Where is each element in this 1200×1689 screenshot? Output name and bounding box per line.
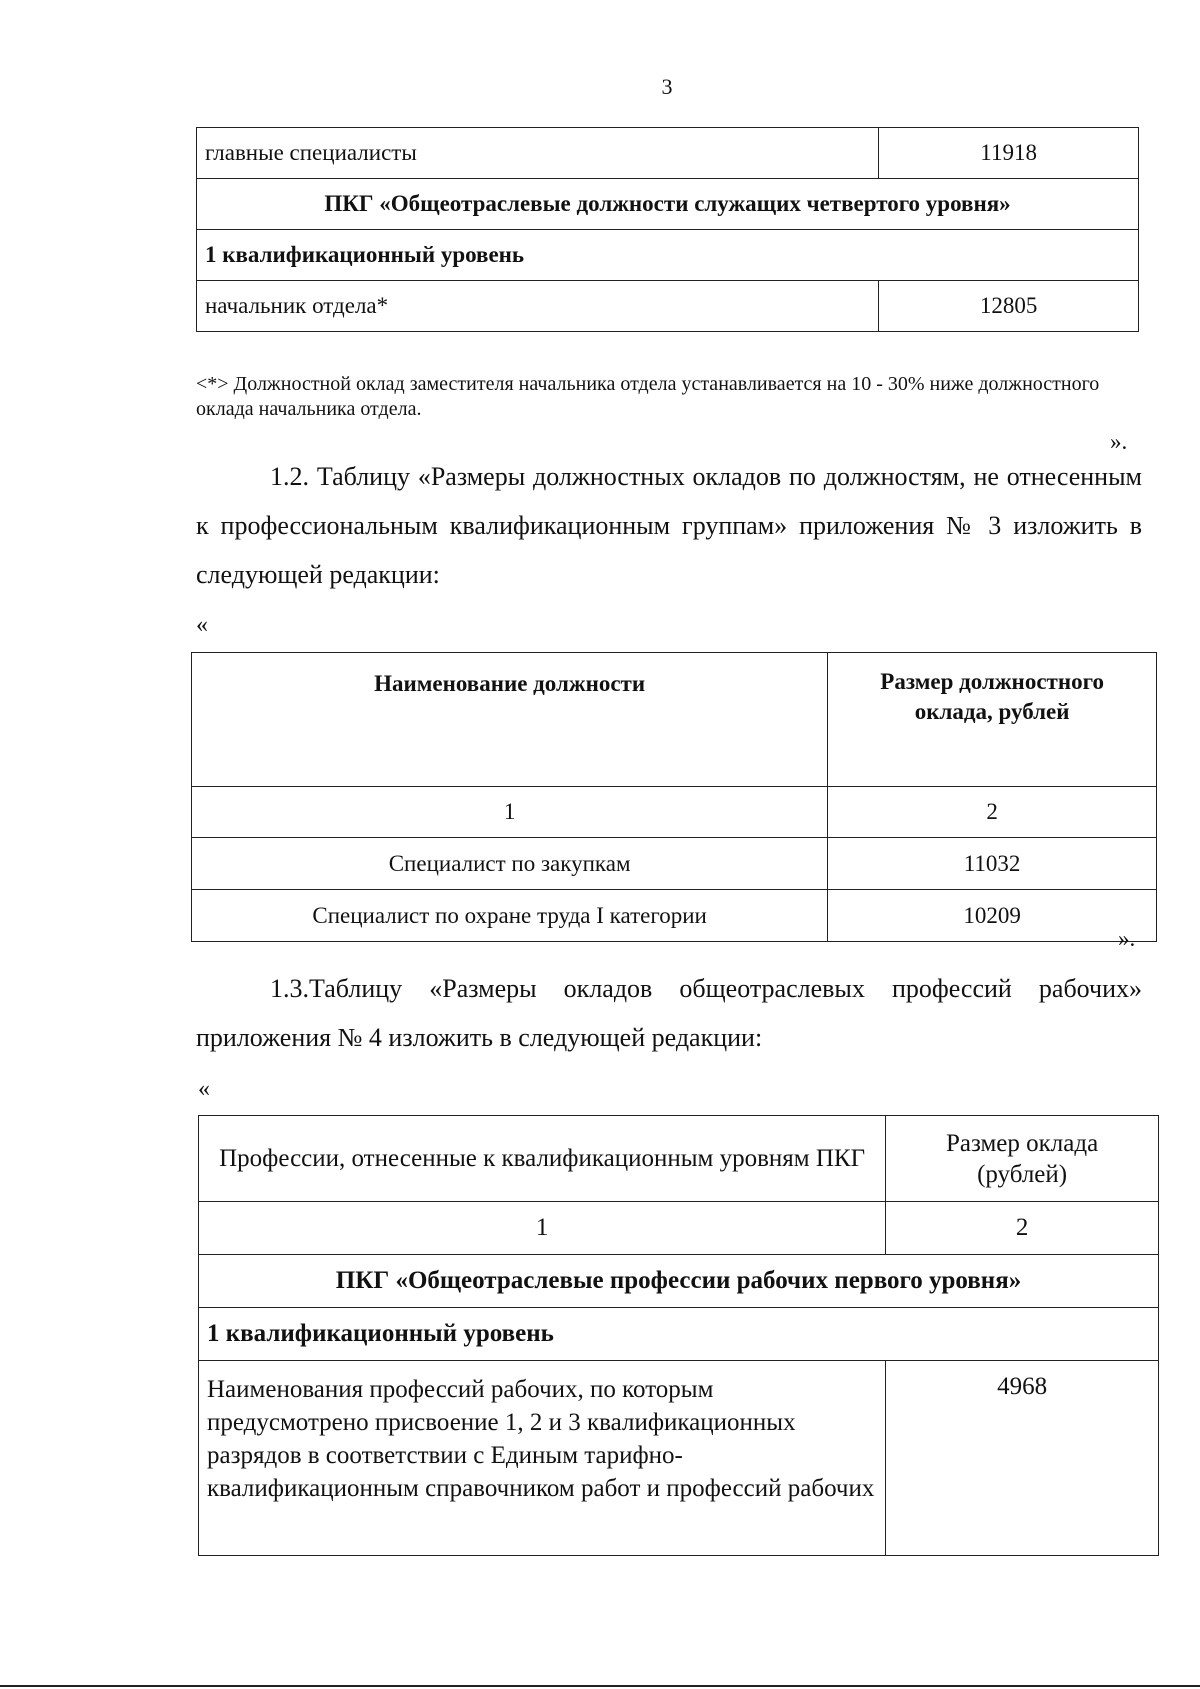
table-row [197,281,1139,332]
header-professions: Профессии, отнесенные к квалификационным уровням ПКГ [199,1116,886,1202]
open-quote: « [198,1076,210,1102]
paragraph-1-3: 1.3.Таблицу «Размеры окладов общеотраслевых профессий рабочих» приложения № 4 изложить в следующей редакции: [196,974,1142,1052]
positions-table-continued [196,127,1139,332]
column-number: 1 [199,1202,886,1255]
column-number: 2 [886,1202,1159,1255]
worker-professions-table [198,1115,1159,1556]
paragraph-1-2: 1.2. Таблицу «Размеры должностных окладов по должностям, не отнесенным к профессиональным квалификационным группам» приложения № 3 изложить в следующей редакции: [196,462,1142,589]
table-row [192,787,1157,838]
open-quote: « [196,612,208,638]
salary-value: 11032 [828,838,1157,890]
salary-value: 11918 [879,128,1139,179]
page-bottom-rule [0,1685,1200,1687]
position-name: главные специалисты [197,128,879,179]
salary-value: 12805 [879,281,1139,332]
position-name: Специалист по охране труда I категории [192,890,828,942]
footnote: <*> Должностной оклад заместителя начальника отдела устанавливается на 10 - 30% ниже должностного оклада начальника отдела. [196,373,1100,420]
table-row [197,230,1139,281]
close-quote: ». [1110,429,1128,454]
table-row [192,890,1157,942]
position-name: начальник отдела* [197,281,879,332]
column-number: 1 [192,787,828,838]
salary-value: 4968 [886,1361,1159,1556]
table-row [199,1361,1159,1556]
group-header: ПКГ «Общеотраслевые должности служащих четвертого уровня» [197,179,1139,230]
column-number: 2 [828,787,1157,838]
positions-salary-table [191,652,1157,942]
table-row [199,1255,1159,1308]
table-row [197,179,1139,230]
salary-value: 10209 [828,890,1157,942]
header-salary: Размер должностного оклада, рублей [828,653,1157,787]
table-row [199,1308,1159,1361]
close-quote: ». [1118,926,1136,951]
table-row [192,838,1157,890]
table-row [199,1202,1159,1255]
profession-description: Наименования профессий рабочих, по которым предусмотрено присвоение 1, 2 и 3 квалификационных разрядов в соответствии с Единым тарифно-квалификационным справочником работ и профессий рабочих [199,1361,886,1556]
group-header: ПКГ «Общеотраслевые профессии рабочих первого уровня» [199,1255,1159,1308]
page-number: 3 [661,74,673,99]
header-position-name: Наименование должности [192,653,828,787]
header-salary: Размер оклада (рублей) [886,1116,1159,1202]
table-row [197,128,1139,179]
table-header-row [199,1116,1159,1202]
position-name: Специалист по закупкам [192,838,828,890]
qualification-level: 1 квалификационный уровень [197,230,1139,281]
table-header-row [192,653,1157,787]
qualification-level: 1 квалификационный уровень [199,1308,1159,1361]
